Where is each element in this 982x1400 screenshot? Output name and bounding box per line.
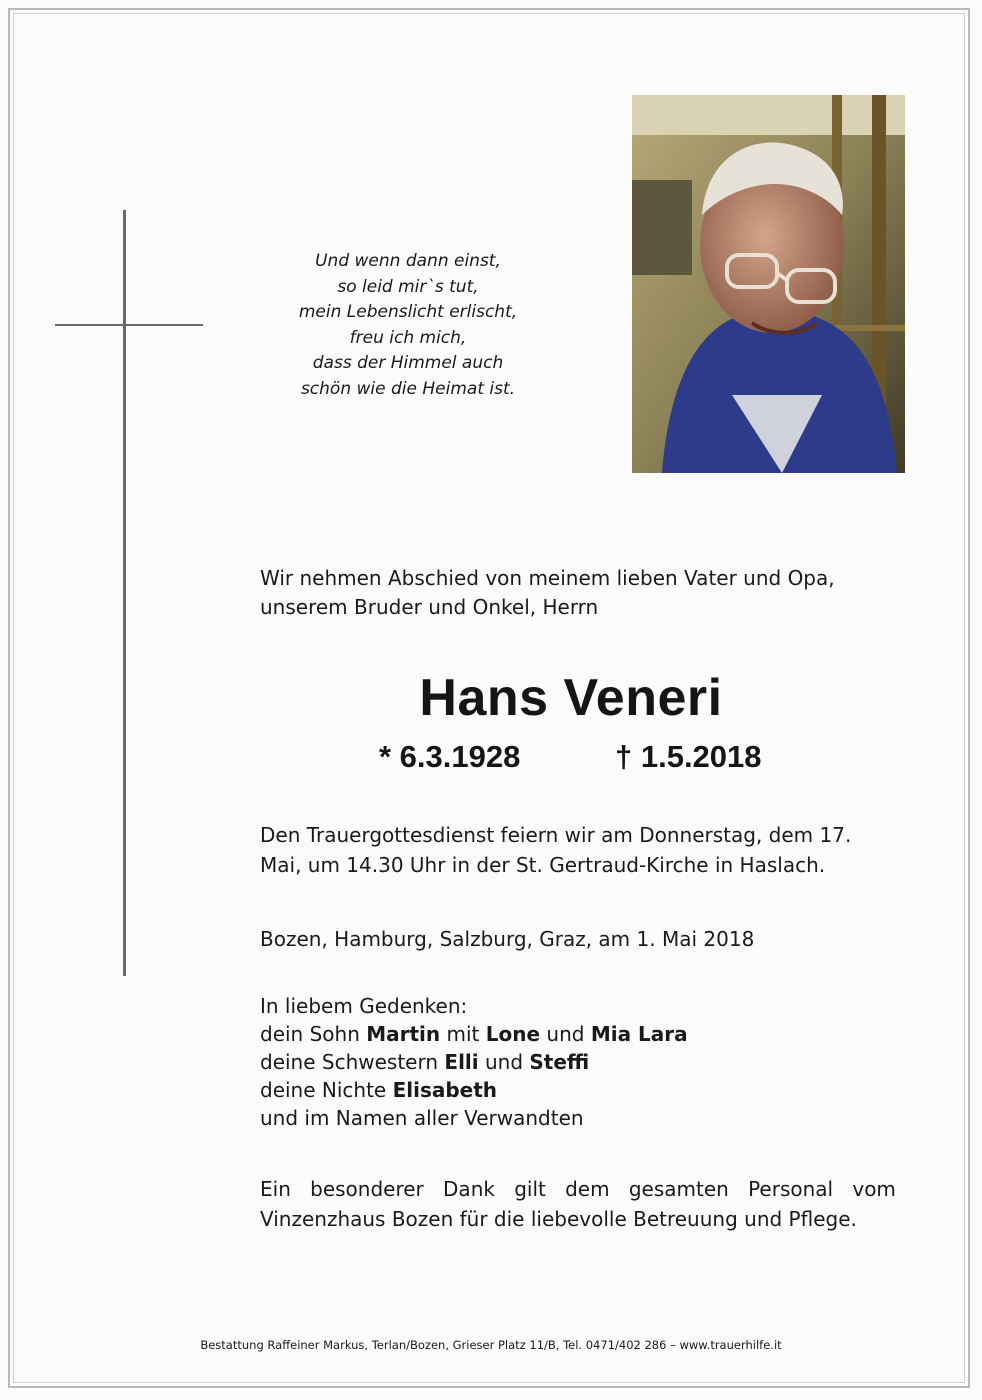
funeral-home-footer: Bestattung Raffeiner Markus, Terlan/Bozen, Grieser Platz 11/B, Tel. 0471/402 286 – www.trauerhilfe.it	[200, 1338, 782, 1352]
thanks-word: vom	[852, 1177, 896, 1201]
intro-line: Wir nehmen Abschied von meinem lieben Vater und Opa,	[260, 566, 835, 590]
mourner-name: Elisabeth	[392, 1078, 498, 1102]
service-info	[260, 820, 900, 880]
thanks-text	[260, 1174, 896, 1234]
thanks-word: gesamten	[628, 1177, 729, 1201]
poem	[270, 249, 546, 402]
mourner-name: Mia Lara	[590, 1022, 688, 1046]
service-line: Den Trauergottesdienst feiern wir am Donnerstag, dem 17.	[260, 823, 852, 847]
portrait-photo	[632, 95, 905, 473]
mourner-name: Martin	[366, 1022, 441, 1046]
mourner-text: deine Nichte	[260, 1078, 393, 1102]
poem-line: freu ich mich,	[349, 327, 467, 348]
mourner-text: dein Sohn	[260, 1022, 367, 1046]
birth-date: * 6.3.1928	[379, 739, 521, 774]
memory-heading: In liebem Gedenken:	[260, 994, 468, 1018]
poem-line: Und wenn dann einst,	[315, 251, 501, 271]
mourner-text: und	[540, 1022, 591, 1046]
mourner-text: deine Schwestern	[260, 1050, 445, 1074]
poem-line: mein Lebenslicht erlischt,	[298, 302, 518, 322]
mourner-text: mit	[440, 1022, 486, 1046]
place-date: Bozen, Hamburg, Salzburg, Graz, am 1. Mai 2018	[260, 927, 755, 951]
mourner-text: und	[478, 1050, 530, 1074]
intro-text	[260, 564, 900, 622]
mourner-name: Steffi	[529, 1050, 590, 1074]
death-date: † 1.5.2018	[615, 739, 762, 774]
thanks-word: Personal	[748, 1177, 834, 1201]
mourner-name: Elli	[444, 1050, 479, 1074]
mourner-name: Lone	[485, 1022, 541, 1046]
deceased-name: Hans Veneri	[419, 669, 723, 727]
mourner-row	[260, 1048, 900, 1076]
poem-line: schön wie die Heimat ist.	[300, 378, 516, 399]
thanks-line: Vinzenzhaus Bozen für die liebevolle Betreuung und Pflege.	[260, 1207, 857, 1231]
thanks-word: Dank	[443, 1177, 495, 1201]
service-line: Mai, um 14.30 Uhr in der St. Gertraud-Kirche in Haslach.	[260, 853, 826, 877]
thanks-word: gilt	[514, 1177, 546, 1201]
poem-line: dass der Himmel auch	[312, 353, 504, 373]
mourner-row	[260, 1076, 900, 1104]
thanks-line	[260, 1174, 896, 1204]
mourner-row: und im Namen aller Verwandten	[260, 1106, 584, 1130]
intro-line: unserem Bruder und Onkel, Herrn	[260, 595, 599, 619]
mourner-row	[260, 1020, 900, 1048]
cross-icon-horizontal	[55, 324, 203, 326]
thanks-word: dem	[565, 1177, 610, 1201]
thanks-word: Ein	[260, 1177, 291, 1201]
poem-line: so leid mir`s tut,	[337, 276, 479, 297]
mourners-list	[260, 992, 900, 1132]
thanks-word: besonderer	[310, 1177, 424, 1201]
